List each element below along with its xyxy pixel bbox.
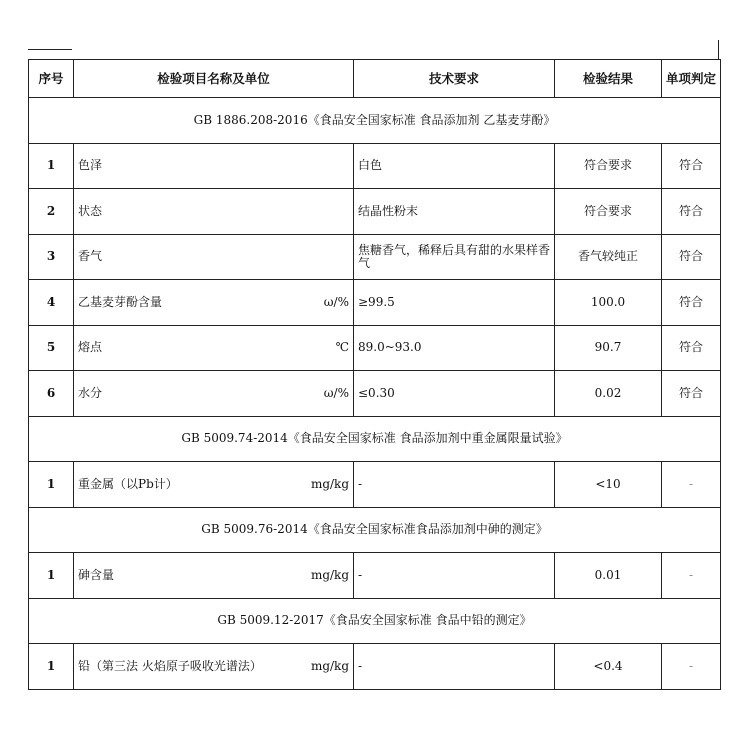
row-item-name: 熔点 bbox=[78, 340, 103, 355]
table-row bbox=[29, 189, 721, 235]
row-no: 6 bbox=[29, 371, 74, 417]
header-item: 检验项目名称及单位 bbox=[74, 60, 354, 98]
row-requirement: 结晶性粉末 bbox=[354, 189, 555, 235]
row-item-cell bbox=[74, 143, 354, 189]
row-item-name: 砷含量 bbox=[78, 567, 115, 582]
row-item-unit: mg/kg bbox=[310, 658, 349, 673]
row-judgement: - bbox=[662, 462, 721, 508]
row-requirement: - bbox=[354, 644, 555, 690]
table-row bbox=[29, 234, 721, 280]
row-judgement: 符合 bbox=[662, 371, 721, 417]
row-item-cell bbox=[74, 234, 354, 280]
row-result: 90.7 bbox=[555, 325, 662, 371]
row-judgement: - bbox=[662, 553, 721, 599]
row-result: 香气较纯正 bbox=[555, 234, 662, 280]
section-title-row bbox=[29, 507, 721, 553]
row-no: 2 bbox=[29, 189, 74, 235]
table-row bbox=[29, 325, 721, 371]
row-requirement: 白色 bbox=[354, 143, 555, 189]
row-item-name: 香气 bbox=[78, 249, 103, 264]
section-title: GB 1886.208-2016《食品安全国家标准 食品添加剂 乙基麦芽酚》 bbox=[29, 98, 721, 144]
row-no: 1 bbox=[29, 462, 74, 508]
row-judgement: 符合 bbox=[662, 325, 721, 371]
row-judgement: 符合 bbox=[662, 234, 721, 280]
section-title: GB 5009.12-2017《食品安全国家标准 食品中铅的测定》 bbox=[29, 598, 721, 644]
row-judgement: 符合 bbox=[662, 189, 721, 235]
row-result: 0.01 bbox=[555, 553, 662, 599]
header-judgement: 单项判定 bbox=[662, 60, 721, 98]
row-item-name: 铅（第三法 火焰原子吸收光谱法） bbox=[78, 658, 262, 673]
row-result: 100.0 bbox=[555, 280, 662, 326]
inspection-report-table bbox=[28, 59, 721, 690]
row-judgement: 符合 bbox=[662, 143, 721, 189]
header-no: 序号 bbox=[29, 60, 74, 98]
row-requirement: ≤0.30 bbox=[354, 371, 555, 417]
table-row bbox=[29, 371, 721, 417]
table-row bbox=[29, 462, 721, 508]
row-no: 3 bbox=[29, 234, 74, 280]
row-requirement: - bbox=[354, 553, 555, 599]
row-item-name: 重金属（以Pb计） bbox=[78, 476, 178, 491]
section-title: GB 5009.74-2014《食品安全国家标准 食品添加剂中重金属限量试验》 bbox=[29, 416, 721, 462]
row-result: 0.02 bbox=[555, 371, 662, 417]
row-item-wrap bbox=[78, 341, 349, 354]
section-title-row bbox=[29, 416, 721, 462]
table-row bbox=[29, 553, 721, 599]
row-requirement: 焦糖香气，稀释后具有甜的水果样香气 bbox=[354, 234, 555, 280]
row-item-cell bbox=[74, 189, 354, 235]
row-requirement: 89.0~93.0 bbox=[354, 325, 555, 371]
row-item-unit: mg/kg bbox=[310, 567, 349, 582]
row-item-wrap bbox=[78, 296, 349, 309]
section-title-row bbox=[29, 598, 721, 644]
top-border-fragment bbox=[28, 49, 72, 50]
row-item-name: 状态 bbox=[78, 203, 103, 218]
inspection-report-table-container bbox=[28, 59, 720, 690]
row-item-cell bbox=[74, 462, 354, 508]
row-result: 符合要求 bbox=[555, 143, 662, 189]
row-item-name: 色泽 bbox=[78, 158, 103, 173]
row-item-cell bbox=[74, 325, 354, 371]
header-result: 检验结果 bbox=[555, 60, 662, 98]
row-requirement: - bbox=[354, 462, 555, 508]
row-no: 1 bbox=[29, 143, 74, 189]
row-item-cell bbox=[74, 280, 354, 326]
table-row bbox=[29, 143, 721, 189]
header-requirement: 技术要求 bbox=[354, 60, 555, 98]
row-judgement: 符合 bbox=[662, 280, 721, 326]
right-border-fragment bbox=[718, 40, 719, 60]
table-row bbox=[29, 280, 721, 326]
row-item-unit: ω/% bbox=[323, 385, 349, 400]
row-result: <10 bbox=[555, 462, 662, 508]
row-judgement: - bbox=[662, 644, 721, 690]
row-no: 1 bbox=[29, 644, 74, 690]
section-title-row bbox=[29, 98, 721, 144]
row-result: 符合要求 bbox=[555, 189, 662, 235]
section-title: GB 5009.76-2014《食品安全国家标准食品添加剂中砷的测定》 bbox=[29, 507, 721, 553]
row-item-wrap bbox=[78, 250, 349, 263]
row-no: 1 bbox=[29, 553, 74, 599]
row-item-cell bbox=[74, 371, 354, 417]
row-item-unit: mg/kg bbox=[310, 476, 349, 491]
row-item-wrap bbox=[78, 569, 349, 582]
row-item-wrap bbox=[78, 159, 349, 172]
header-row bbox=[29, 60, 721, 98]
table-body bbox=[29, 98, 721, 690]
row-result: <0.4 bbox=[555, 644, 662, 690]
row-item-unit: ω/% bbox=[323, 294, 349, 309]
row-item-name: 乙基麦芽酚含量 bbox=[78, 294, 163, 309]
table-row bbox=[29, 644, 721, 690]
row-item-cell bbox=[74, 644, 354, 690]
row-item-wrap bbox=[78, 478, 349, 491]
row-item-wrap bbox=[78, 205, 349, 218]
row-no: 4 bbox=[29, 280, 74, 326]
row-item-wrap bbox=[78, 387, 349, 400]
row-requirement: ≥99.5 bbox=[354, 280, 555, 326]
row-item-unit: ℃ bbox=[335, 340, 349, 355]
row-no: 5 bbox=[29, 325, 74, 371]
row-item-name: 水分 bbox=[78, 385, 103, 400]
row-item-wrap bbox=[78, 660, 349, 673]
row-item-cell bbox=[74, 553, 354, 599]
